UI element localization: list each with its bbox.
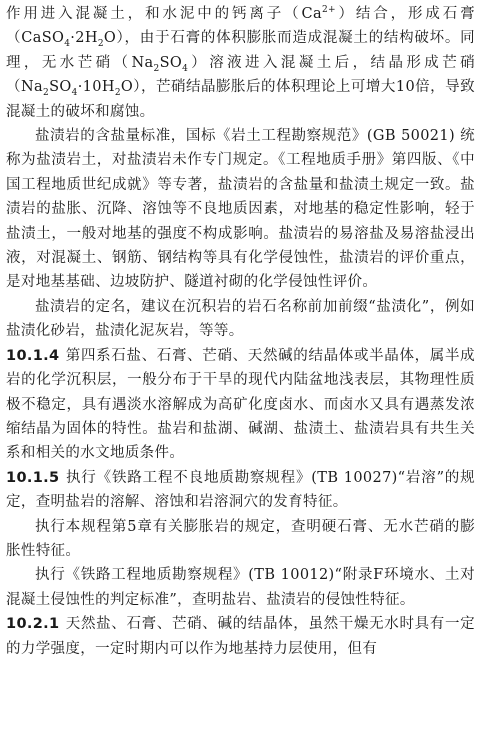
paragraph-6 (6, 515, 475, 564)
clause-10-2-1-text: 天然盐、石膏、芒硝、碱的结晶体，虽然干燥无水时具有一定的力学强度，一定时期内可以作为地基持力层使用，但有 (6, 616, 475, 657)
paragraph-7-text: 执行《铁路工程地质勘察规程》(TB 10012)“附录F环境水、土对混凝土侵蚀性的判定标准”，查明盐岩、盐渍岩的侵蚀性特征。 (6, 567, 475, 608)
clause-10-2-1 (6, 612, 475, 661)
paragraph-6-text: 执行本规程第5章有关膨胀岩的规定，查明硬石膏、无水芒硝的膨胀性特征。 (6, 518, 475, 559)
paragraph-2 (6, 124, 475, 295)
clause-10-1-5-text: 执行《铁路工程不良地质勘察规程》(TB 10027)“岩溶”的规定，查明盐岩的溶解、溶蚀和岩溶洞穴的发育特征。 (6, 469, 475, 511)
section-number: 10.1.4 (6, 347, 60, 364)
paragraph-1 (6, 2, 475, 124)
paragraph-2-text: 盐渍岩的含盐量标准，国标《岩土工程勘察规范》(GB 50021) 统称为盐渍岩土，对盐渍岩未作专门规定。《工程地质手册》第四版、《中国工程地质世纪成就》等专著，盐渍岩的含盐量和盐渍土规定一致。盐渍岩的盐胀、沉降、溶蚀等不良地质因素，对地基的稳定性影响，轻于盐渍土，一般对地基的强度不构成影响。盐渍岩的易溶盐及易溶盐浸出液，对混凝土、钢筋、钢结构等具有化学侵蚀性，盐渍岩的评价重点，是对地基基础、边坡防护、隧道衬砌的化学侵蚀性评价。 (6, 128, 475, 291)
paragraph-7 (6, 563, 475, 612)
section-number: 10.1.5 (6, 469, 60, 486)
clause-10-1-4 (6, 344, 475, 466)
paragraph-3 (6, 295, 475, 344)
paragraph-3-text: 盐渍岩的定名，建议在沉积岩的岩石名称前加前缀“盐渍化”，例如盐渍化砂岩，盐渍化泥灰岩，等等。 (6, 298, 475, 340)
paragraph-1-text: 作用进入混凝土，和水泥中的钙离子$(Ca^{2+})$结合，形成石膏$(CaSO_4\cdot 2H_2O)$，由于石膏的体积膨胀而造成混凝土的结构破坏。同理，无水芒硝$(Na_2SO_4)$溶液进入混凝土后，结晶形成芒硝$(Na_2SO_4\cdot 10H_2O)$，芒硝结晶膨胀后的体积理论上可增大10倍，导致混凝土的破坏和腐蚀。 (6, 5, 475, 120)
section-number: 10.2.1 (6, 616, 60, 633)
clause-10-1-5 (6, 466, 475, 515)
clause-10-1-4-text: 第四系石盐、石膏、芒硝、天然碱的结晶体或半晶体，属半成岩的化学沉积层，一般分布于干旱的现代内陆盆地浅表层，其物理性质极不稳定，具有遇淡水溶解成为高矿化度卤水、而卤水又具有遇蒸发浓缩结晶为固体的特性。盐岩和盐湖、碱湖、盐渍土、盐渍岩具有共生关系和相关的水文地质条件。 (6, 347, 475, 462)
